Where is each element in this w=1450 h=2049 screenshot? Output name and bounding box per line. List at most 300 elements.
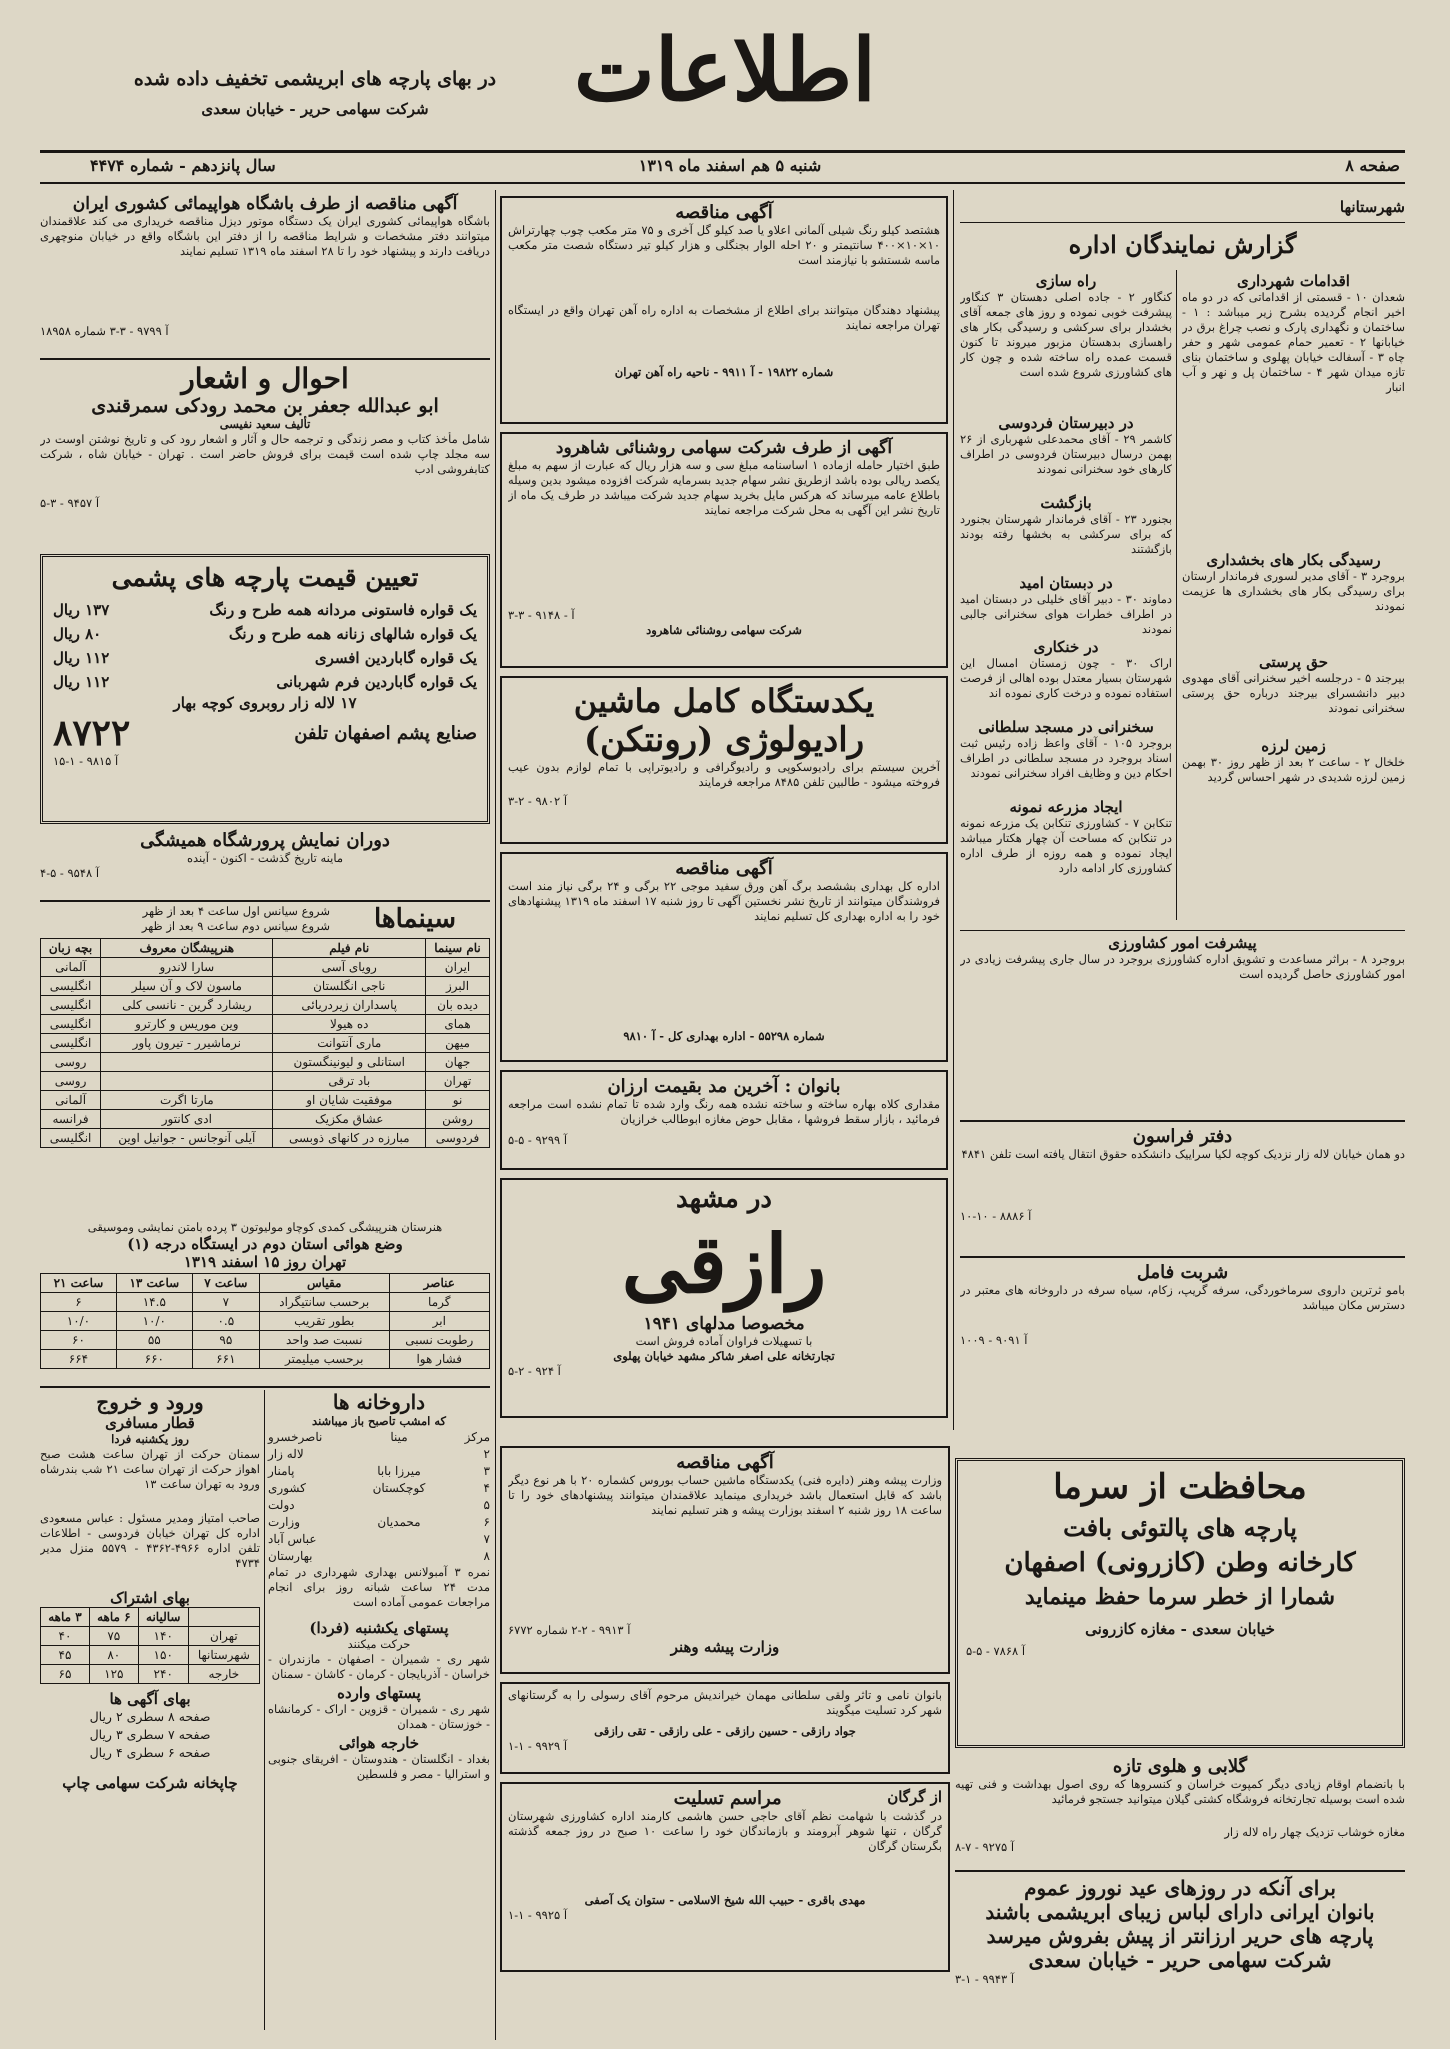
ad-title: دفتر فراسون bbox=[1132, 1126, 1233, 1147]
ad-code: آ ۹۵۴۸ - ۵-۴ bbox=[40, 866, 100, 880]
ad-title: بانوان : آخرین مد بقیمت ارزان bbox=[607, 1076, 841, 1097]
ad-fresh-fruit bbox=[955, 1756, 1405, 1866]
pharmacy-district: مرکز bbox=[464, 1430, 490, 1444]
sub-heading: پیشرفت امور کشاورزی bbox=[1108, 934, 1257, 952]
pharmacy-row bbox=[268, 1497, 490, 1514]
cinema-note: شروع سیانس اول ساعت ۴ بعد از ظهر bbox=[142, 904, 330, 918]
ad-tender-health bbox=[500, 852, 948, 1062]
table-cell: ناجی انگلستان bbox=[273, 977, 426, 996]
ad-code: شماره ۱۹۸۲۲ - آ ۹۹۱۱ - ناحیه راه آهن تهران bbox=[614, 365, 834, 379]
pharmacy-name: مینا bbox=[390, 1430, 408, 1444]
pharmacy-street: وزارت bbox=[268, 1515, 301, 1529]
pharmacy-subtitle: که امشب تاصبح باز میباشند bbox=[312, 1414, 446, 1428]
table-cell: فشار هوا bbox=[389, 1350, 489, 1369]
table-row bbox=[41, 1627, 260, 1646]
weather-subtitle: تهران روز ۱۵ اسفند ۱۳۱۹ bbox=[183, 1253, 347, 1271]
condolence-location: از گرگان bbox=[887, 1788, 942, 1806]
condolence-title: مراسم تسلیت bbox=[673, 1788, 782, 1809]
ad-radiology bbox=[500, 676, 948, 844]
ad-title: آگهی مناقصه bbox=[676, 1452, 774, 1473]
weather-table bbox=[40, 1273, 490, 1369]
table-cell: تهران bbox=[426, 1072, 490, 1091]
ad-address: ۱۷ لاله زار روبروی کوچه بهار bbox=[173, 694, 357, 712]
table-cell: ماسون لاک و آن سیلر bbox=[101, 977, 273, 996]
ad-title: آگهی مناقصه bbox=[675, 858, 773, 879]
ad-title: تعیین قیمت پارچه های پشمی bbox=[111, 563, 419, 592]
table-row bbox=[41, 1091, 490, 1110]
book-author: تألیف سعید نفیسی bbox=[219, 417, 311, 431]
pharmacy-district: ۵ bbox=[483, 1498, 490, 1512]
report-text: بروجرد ۱۰۵ - آقای واعظ زاده رئیس ثبت اسناد بروجرد در مسجد سلطانی در اطراف احکام دین و وظایف افراد سخنرانی نمودند bbox=[960, 736, 1172, 780]
table-cell: مارتا اگرت bbox=[101, 1091, 273, 1110]
table-row bbox=[41, 1053, 490, 1072]
subscription-table bbox=[40, 1607, 260, 1684]
report-text: بروجرد ۸ - براثر مساعدت و تشویق اداره کشاورزی بروجرد در سال جاری پیشرفت زیادی در امور کشاورزی حاصل گردیده است bbox=[960, 952, 1405, 981]
travel-section bbox=[40, 1390, 260, 2030]
price-row bbox=[53, 646, 477, 670]
pharmacy-section bbox=[268, 1390, 490, 2030]
ad-text: آخرین سیستم برای رادیوسکوپی و رادیوگرافی و رادیوتراپی با تمام لوازم بدون عیب فروخته میشود - طالبین تلفن ۸۴۸۵ مراجعه فرمایند bbox=[508, 760, 940, 789]
ad-text: با بانضمام اوقام زیادی دیگر کمپوت خراسان و کنسروها که روی اصول بهداشت و فنی تهیه شده است بوسیله تجارتخانه فروشگاه کشتی گیلان میتوانید جستجو فرمائید bbox=[955, 1777, 1405, 1806]
pharmacy-row bbox=[268, 1531, 490, 1548]
ad-text: باشگاه هواپیمائی کشوری ایران یک دستگاه موتور دیزل مناقصه خریداری می کند علاقمندان میتوانند دفتر مشخصات و شرایط مناقصه را از دفتر این باشگاه واقع در خیابان منوچهری دریافت دارند و پیشنهاد خود را تا ۲۸ اسفند ماه ۱۳۱۹ تسلیم نمایند bbox=[40, 214, 490, 258]
table-cell: رویای آسی bbox=[273, 958, 426, 977]
ad-code: آ ۸۸۸۶ - ۱۰-۱۰ bbox=[960, 1209, 1032, 1223]
ad-line: شرکت سهامی حریر - خیابان سعدی bbox=[1028, 1948, 1332, 1972]
table-header: نام سینما bbox=[426, 939, 490, 958]
report-text: بروجرد ۳ - آقای مدیر لسوری فرماندار ارستان برای رسیدگی بکار های بخشداری ها عزیمت نمودند bbox=[1182, 569, 1405, 613]
table-header: بچه زبان bbox=[41, 939, 101, 958]
price-value: ۱۱۲ ریال bbox=[53, 649, 110, 667]
report-headline: گزارش نمایندگان اداره bbox=[1068, 230, 1297, 259]
pharmacy-district: ۲ bbox=[483, 1447, 490, 1461]
pharmacy-name bbox=[359, 1548, 439, 1565]
ad-silk-nowruz bbox=[955, 1876, 1405, 2026]
report-col-b bbox=[960, 272, 1172, 922]
ad-line: شمارا از خطر سرما حفظ مینماید bbox=[1024, 1584, 1336, 1610]
bottom-right bbox=[955, 1440, 1405, 2040]
table-cell: ۱۲۵ bbox=[89, 1665, 138, 1684]
right-column bbox=[960, 190, 1405, 1430]
table-header: ۶ ماهه bbox=[89, 1608, 138, 1627]
table-row bbox=[41, 958, 490, 977]
left-column bbox=[40, 190, 490, 2040]
ad-orphanage-show bbox=[40, 830, 490, 896]
price-value: ۱۳۷ ریال bbox=[53, 601, 110, 619]
sub-heading: در خنکاری bbox=[1033, 638, 1099, 656]
table-row bbox=[41, 1350, 490, 1369]
ad-title: گلابی و هلوی تازه bbox=[1112, 1756, 1248, 1777]
pharmacy-district: ۶ bbox=[483, 1515, 490, 1529]
pharmacy-street: پامنار bbox=[268, 1464, 295, 1478]
table-cell: ریشارد گرین - نانسی کلی bbox=[101, 996, 273, 1015]
pharmacy-name bbox=[359, 1446, 439, 1463]
masthead-top-ad-line2: شرکت سهامی حریر - خیابان سعدی bbox=[201, 100, 429, 118]
ad-code: آ ۹۹۱۳ - ۲-۲ شماره ۶۷۷۲ bbox=[508, 1623, 631, 1637]
sub-heading: اقدامات شهرداری bbox=[1237, 272, 1350, 290]
table-cell: برحسب سانتیگراد bbox=[259, 1293, 389, 1312]
ad-code: آ ۹۲۹۹ - ۵-۵ bbox=[508, 1133, 568, 1147]
table-header: نام فیلم bbox=[273, 939, 426, 958]
table-cell: انگلیسی bbox=[41, 977, 101, 996]
table-cell: ۵۵ bbox=[116, 1331, 192, 1350]
foreign-text: بغداد - انگلستان - هندوستان - افریقای جنوبی و استرالیا - مصر و فلسطین bbox=[268, 1752, 490, 1781]
report-text: اراک ۳۰ - چون زمستان امسال این شهرستان بسیار معتدل بوده اهالی از فرصت استفاده نموده و درخت کاری نموده اند bbox=[960, 656, 1172, 700]
ad-code: آ ۹۸۱۵ - ۱-۱۵ bbox=[53, 754, 119, 768]
ad-cold-protection bbox=[955, 1458, 1405, 1748]
pharmacy-name: محمدیان bbox=[377, 1515, 421, 1529]
ad-line: کارخانه وطن (کازرونی) اصفهان bbox=[1004, 1548, 1356, 1578]
table-cell: ۰.۵ bbox=[192, 1312, 259, 1331]
inner-rule bbox=[1176, 270, 1177, 920]
section-label: شهرستانها bbox=[1339, 198, 1405, 216]
table-cell: البرز bbox=[426, 977, 490, 996]
rule bbox=[40, 900, 490, 902]
ad-text: در گذشت با شهامت نظم آقای حاجی حسن هاشمی کارمند اداره کشاورزی شهرستان گرگان ، تنها شوهر آبرومند و بازماندگان خود را ساعت ۱۰ صبح در روز جمعه گذشته بگرستان گرگان bbox=[508, 1809, 942, 1853]
travel-text: سمنان حرکت از تهران ساعت هشت صبح اهواز حرکت از تهران ساعت ۲۱ شب بندرشاه ورود به تهران ساعت ۱۳ bbox=[40, 1447, 260, 1491]
issue-date: شنبه ۵ هم اسفند ماه ۱۳۱۹ bbox=[638, 156, 822, 175]
table-cell: نو bbox=[426, 1091, 490, 1110]
pharmacy-list bbox=[268, 1429, 490, 1565]
post-title: پستهای یکشنبه (فردا) bbox=[309, 1619, 449, 1637]
table-row bbox=[41, 1110, 490, 1129]
book-subtitle: ابو عبدالله جعفر بن محمد رودکی سمرقندی bbox=[91, 395, 439, 417]
issue-number: سال پانزدهم - شماره ۴۴۷۴ bbox=[90, 156, 276, 175]
table-row bbox=[41, 1072, 490, 1091]
pharmacy-street: دولت bbox=[268, 1498, 295, 1512]
ad-address: مغازه خوشاب تزدیک چهار راه لاله زار bbox=[1224, 1825, 1405, 1839]
ad-code: شماره ۵۵۲۹۸ - اداره بهداری کل - آ ۹۸۱۰ bbox=[623, 1029, 825, 1043]
table-cell: ۶۶۰ bbox=[116, 1350, 192, 1369]
table-cell: ابر bbox=[389, 1312, 489, 1331]
table-cell: شهرستانها bbox=[188, 1646, 259, 1665]
sub-heading: رسیدگی بکار های بخشداری bbox=[1206, 551, 1381, 569]
pharmacy-note: نمره ۳ آمبولانس بهداری شهرداری در تمام مدت ۲۴ ساعت شبانه روز برای انجام مراجعات عمومی آماده است bbox=[268, 1565, 490, 1609]
sub-heading: حق پرستی bbox=[1258, 653, 1329, 671]
price-value: ۸۰ ریال bbox=[53, 625, 102, 643]
pharmacy-name bbox=[359, 1531, 439, 1548]
ad-code: آ ۷۸۶۸ - ۵-۵ bbox=[966, 1644, 1026, 1658]
price-item: یک قواره شالهای زنانه همه طرح و رنگ bbox=[228, 625, 477, 643]
pharmacy-row bbox=[268, 1480, 490, 1497]
price-row bbox=[53, 598, 477, 622]
table-cell: ۷ bbox=[192, 1293, 259, 1312]
table-cell: آلمانی bbox=[41, 1091, 101, 1110]
post-text: شهر ری - شمیران - اصفهان - مازندران - خراسان - آذربایجان - کرمان - کاشان - سمنان bbox=[268, 1652, 490, 1681]
price-item: یک قواره گاباردین افسری bbox=[314, 649, 477, 667]
ad-text: پیشنهاد دهندگان میتوانند برای اطلاع از مشخصات به اداره راه آهن تهران واقع در ایستگاه تهران مراجعه نمایند bbox=[508, 303, 940, 332]
report-col-a bbox=[1182, 272, 1405, 922]
column-rule-1 bbox=[953, 190, 954, 1430]
pharmacy-district: ۳ bbox=[483, 1464, 490, 1478]
table-cell: روشن bbox=[426, 1110, 490, 1129]
masthead-rule-top bbox=[40, 150, 1405, 153]
table-cell: سارا لاندرو bbox=[101, 958, 273, 977]
ad-small-title: در مشهد bbox=[676, 1184, 772, 1214]
table-cell: فرانسه bbox=[41, 1110, 101, 1129]
pharmacy-street: ناصرخسرو bbox=[268, 1430, 323, 1444]
table-cell: فردوسی bbox=[426, 1129, 490, 1148]
ad-razeghi bbox=[500, 1178, 948, 1418]
table-cell: ۶ bbox=[41, 1293, 117, 1312]
table-cell: ۶۵ bbox=[41, 1665, 90, 1684]
table-cell: انگلیسی bbox=[41, 1015, 101, 1034]
rule bbox=[40, 358, 490, 360]
ad-headline: یکدستگاه کامل ماشین bbox=[573, 682, 875, 720]
table-cell: ۷۵ bbox=[89, 1627, 138, 1646]
table-cell: رطوبت نسبی bbox=[389, 1331, 489, 1350]
table-cell: ۴۵ bbox=[41, 1646, 90, 1665]
sub-heading: سخنرانی در مسجد سلطانی bbox=[978, 718, 1154, 736]
ad-line: پارچه های پالتوئی بافت bbox=[1063, 1513, 1297, 1542]
table-header: سالیانه bbox=[138, 1608, 188, 1627]
table-cell: ۱۵۰ bbox=[138, 1646, 188, 1665]
ad-sharbat bbox=[960, 1262, 1405, 1382]
table-cell: روسی bbox=[41, 1072, 101, 1091]
table-cell: ۱۴۰ bbox=[138, 1627, 188, 1646]
sub-heading: راه سازی bbox=[1035, 272, 1097, 290]
sub-heading: زمین لرزه bbox=[1261, 737, 1326, 755]
table-cell: ۱۴.۵ bbox=[116, 1293, 192, 1312]
masthead-title: اطلاعات bbox=[573, 20, 877, 121]
table-cell: استانلی و لیونینگستون bbox=[273, 1053, 426, 1072]
table-row bbox=[41, 1312, 490, 1331]
music-note: هنرستان هنرپیشگی کمدی کوچاو مولیوتون ۳ پرده بامتن نمایشی وموسیقی bbox=[87, 1220, 443, 1234]
cinema-title: سینماها bbox=[373, 904, 457, 934]
rule bbox=[960, 1256, 1405, 1258]
table-row bbox=[41, 1331, 490, 1350]
table-cell: باد ترقی bbox=[273, 1072, 426, 1091]
table-cell: انگلیسی bbox=[41, 1129, 101, 1148]
table-cell: آیلی آنوجانس - جوانیل اوین bbox=[101, 1129, 273, 1148]
table-cell: آلمانی bbox=[41, 958, 101, 977]
ad-line: بانوان ایرانی دارای لباس زیبای ابریشمی باشند bbox=[985, 1900, 1375, 1924]
ad-sub: مخصوصا مدلهای ۱۹۴۱ bbox=[643, 1314, 805, 1334]
ad-sub: تجارتخانه علی اصغر شاکر مشهد خیابان پهلوی bbox=[613, 1349, 835, 1363]
ad-code: آ ۹۷۹۹ - ۳-۳ شماره ۱۸۹۵۸ bbox=[40, 324, 169, 338]
inner-rule bbox=[264, 1390, 265, 2030]
report-text: شعدان ۱۰ - قسمتی از اقداماتی که در دو ماه اخیر انجام گردیده بشرح زیر میباشد : ۱ - ساختمان و نگهداری پارک و نصب چراغ برق در خیابانها ۲ - تعمیر حمام عمومی شهر و حفر چاه ۳ - آسفالت خیابان پهلوی و ساختمان بنای تازه میدان شهر ۴ - ساختمان پل و نهر و آب انبار bbox=[1182, 290, 1405, 394]
table-cell: ۴۰ bbox=[41, 1627, 90, 1646]
table-cell: ۶۰ bbox=[41, 1331, 117, 1350]
print-note: چاپخانه شرکت سهامی چاپ bbox=[62, 1774, 238, 1792]
ad-text: هشتصد کیلو رنگ شیلی آلمانی اعلاو یا صد کیلو گل آخری و ۷۵ متر مکعب چوب چهارتراش ۱۰×۱۰×۴۰۰ سانتیمتر و ۲۰ احله الوار بجنگلی و هزار کیلو تیر دستگاه شصت متر مکعب ماسه شستشو با نیازمند است bbox=[508, 223, 940, 267]
rule bbox=[40, 1386, 490, 1388]
travel-subtitle: قطار مسافری bbox=[105, 1414, 195, 1432]
report-text: دماوند ۳۰ - دبیر آقای خلیلی در دبستان امید در اطراف خطرات هوای سخنرانی جالبی نمودند bbox=[960, 592, 1172, 636]
report-text: کنگاور ۲ - جاده اصلی دهستان ۳ کنگاور پیشرفت خوبی نموده و روز های جمعه آقای بخشدار برای سرکشی و رسیدگی بکار های راهسازی بدهستان مزبور میروند تا کنون قسمت عمده راه ساخته شده و چون کار های کشاورزی شروع شده است bbox=[960, 290, 1172, 379]
table-header: ساعت ۲۱ bbox=[41, 1274, 117, 1293]
pharmacy-district: ۷ bbox=[483, 1532, 490, 1546]
ad-text: اداره کل بهداری بششصد برگ آهن ورق سفید موجی ۲۲ برگی و ۲۴ برگی نیاز مند است فروشندگان میتوانند از تاریخ نشر نخستین آگهی تا روز شنبه ۱۷ اسفند ماه ۱۳۱۹ پیشنهادهای خود را به اداره بهداری کل تسلیم نمایند bbox=[508, 879, 940, 923]
masthead-rule-bottom bbox=[40, 182, 1405, 184]
sub-heading: در دبستان امید bbox=[1019, 574, 1113, 592]
table-cell: عشاق مکزیک bbox=[273, 1110, 426, 1129]
table-row bbox=[41, 996, 490, 1015]
ad-code: آ ۹۲۷۵ - ۷-۸ bbox=[955, 1840, 1015, 1854]
ad-headline: رادیولوژی (رونتکن) bbox=[583, 720, 865, 760]
book-text: شامل مأخذ کتاب و مصر زندگی و ترجمه حال و آثار و اشعار رود کی و تاریخ نوشتن اوست در سه مجلد چاپ شده است قیمت برای فروش حاضر است . تهران - خیابان شاه ، شرکت کتابفروشی ادب bbox=[40, 432, 490, 476]
subscription-body bbox=[41, 1627, 260, 1684]
table-cell: گرما bbox=[389, 1293, 489, 1312]
ad-title: آگهی از طرف شرکت سهامی روشنائی شاهرود bbox=[555, 438, 893, 458]
pharmacy-name bbox=[359, 1497, 439, 1514]
pharmacy-district: ۸ bbox=[483, 1549, 490, 1563]
subscription-title: بهای اشتراک bbox=[110, 1589, 190, 1607]
ad-logo-text: رازقی bbox=[621, 1217, 827, 1311]
table-cell: ۹۵ bbox=[192, 1331, 259, 1350]
ad-tender-industry bbox=[500, 1446, 950, 1674]
table-cell: موفقیت شایان او bbox=[273, 1091, 426, 1110]
publisher-text: صاحب امتیاز ومدیر مسئول : عباس مسعودی اداره کل تهران خیابان فردوسی - اطلاعات تلفن اداره ۴۹۶۶-۴۳۶۲ - ۵۵۷۹ منزل مدیر ۴۷۳۴ bbox=[40, 1511, 260, 1570]
table-cell: ۲۴۰ bbox=[138, 1665, 188, 1684]
agri-block bbox=[960, 934, 1405, 1114]
table-header: مقیاس bbox=[259, 1274, 389, 1293]
cinema-head bbox=[40, 904, 490, 934]
table-cell: ماری آنتوانت bbox=[273, 1034, 426, 1053]
table-cell: وین موریس و کارترو bbox=[101, 1015, 273, 1034]
price-item: یک قواره فاستونی مردانه همه طرح و رنگ bbox=[209, 601, 477, 619]
price-value: ۱۱۲ ریال bbox=[53, 673, 110, 691]
pharmacy-title: داروخانه ها bbox=[332, 1390, 426, 1414]
cinema-section bbox=[40, 904, 490, 1214]
table-row bbox=[41, 1034, 490, 1053]
pharmacy-street: بهارستان bbox=[268, 1549, 313, 1563]
ad-line: برای آنکه در روزهای عید نوروز عموم bbox=[1024, 1876, 1336, 1900]
table-cell: ۶۶۴ bbox=[41, 1350, 117, 1369]
table-cell: ۱۰/۰ bbox=[116, 1312, 192, 1331]
table-row bbox=[41, 1015, 490, 1034]
subscription-header-row bbox=[41, 1608, 260, 1627]
pharmacy-name: میرزا بابا bbox=[377, 1464, 421, 1478]
pharmacy-row bbox=[268, 1463, 490, 1480]
table-header: ساعت ۷ bbox=[192, 1274, 259, 1293]
ad-code: آ ۹۸۰۲ - ۲-۳ bbox=[508, 794, 568, 808]
ad-text: بانوان نامی و تاثر ولقی سلطانی مهمان خیراندیش مرحوم آقای رسولی را به گرستانهای شهر کرد تسلیت میگویند bbox=[508, 1688, 942, 1717]
travel-title: ورود و خروج bbox=[96, 1390, 204, 1414]
post-subtitle: حرکت میکنند bbox=[347, 1637, 411, 1651]
ad-code: آ ۹۹۲۵ - ۱-۱ bbox=[508, 1908, 568, 1922]
table-cell: ده هیولا bbox=[273, 1015, 426, 1034]
rule bbox=[960, 930, 1405, 931]
pharmacy-row bbox=[268, 1548, 490, 1565]
condolence-head bbox=[508, 1788, 942, 1809]
ad-text: دو همان خیابان لاله زار نزدیک کوچه لکیا سراییک دانشکده حقوق انتقال یافته است تلفن ۴۸۴۱ bbox=[961, 1147, 1405, 1161]
report-text: خلخال ۲ - ساعت ۲ بعد از ظهر روز ۳۰ بهمن زمین لرزه شدیدی در شهر احساس گردید bbox=[1182, 755, 1405, 784]
ad-sign: جواد رازقی - حسین رازقی - علی رازقی - تقی رازقی bbox=[594, 1724, 856, 1738]
table-cell: نرماشیرر - تیرون پاور bbox=[101, 1034, 273, 1053]
ad-tender-railway bbox=[500, 196, 948, 424]
ad-sign: مهدی باقری - حبیب الله شیخ الاسلامی - ستوان یک آصفی bbox=[584, 1893, 866, 1907]
table-header bbox=[188, 1608, 259, 1627]
ad-sign: شرکت سهامی روشنائی شاهرود bbox=[646, 623, 802, 637]
price-row bbox=[53, 670, 477, 694]
ad-price-title: بهای آگهی ها bbox=[109, 1690, 191, 1708]
pharmacy-district: ۴ bbox=[483, 1481, 490, 1495]
table-cell: مبارزه در کانهای ذوبسی bbox=[273, 1129, 426, 1148]
ad-title: آگهی مناقصه از طرف باشگاه هواپیمائی کشوری ایران bbox=[72, 194, 458, 214]
ad-code: آ - ۹۱۴۸ - ۳-۳ bbox=[508, 608, 575, 622]
ad-title: محافظت از سرما bbox=[1053, 1467, 1307, 1507]
weather-header-row bbox=[41, 1274, 490, 1293]
section-rule bbox=[960, 222, 1405, 223]
ad-price-row: صفحه ۶ سطری ۴ ریال bbox=[89, 1745, 211, 1760]
foreign-title: خارجه هوائی bbox=[338, 1734, 420, 1752]
table-cell: تهران bbox=[188, 1627, 259, 1646]
table-cell: انگلیسی bbox=[41, 996, 101, 1015]
table-header: هنرپیشگان معروف bbox=[101, 939, 273, 958]
post-text: شهر ری - شمیران - قزوین - اراک - کرمانشاه - خوزستان - همدان bbox=[268, 1702, 490, 1731]
ad-code: آ ۹۰۹۱ - ۱۰۰۹ bbox=[960, 1333, 1028, 1347]
cinema-body bbox=[41, 958, 490, 1148]
middle-column bbox=[500, 190, 948, 1440]
ad-price-list bbox=[40, 1708, 260, 1762]
table-cell: دیده بان bbox=[426, 996, 490, 1015]
weather-title: وضع هوائی استان دوم در ایستگاه درجه (۱) bbox=[127, 1235, 403, 1253]
cinema-header-row bbox=[41, 939, 490, 958]
ad-dafter-farason bbox=[960, 1126, 1405, 1251]
cinema-note: شروع سیانس دوم ساعت ۹ بعد از ظهر bbox=[141, 919, 330, 933]
table-cell: بطور تقریب bbox=[259, 1312, 389, 1331]
table-row bbox=[41, 977, 490, 996]
table-cell: پاسداران زیردریائی bbox=[273, 996, 426, 1015]
ad-text: بامو ثرترین داروی سرماخوردگی، سرفه گریپ، زکام، سیاه سرفه در داروخانه های معتبر در دسترس مکان میباشد bbox=[960, 1283, 1405, 1312]
table-row bbox=[41, 1293, 490, 1312]
company-name: صنایع پشم اصفهان تلفن bbox=[294, 722, 477, 744]
ad-aviation-tender bbox=[40, 194, 490, 354]
ad-code: آ ۹۴۵۷ - ۳-۵ bbox=[40, 496, 100, 510]
ad-price-row: صفحه ۷ سطری ۳ ریال bbox=[89, 1727, 211, 1742]
pharmacy-street: عباس آباد bbox=[268, 1532, 317, 1546]
table-cell: ایران bbox=[426, 958, 490, 977]
travel-subtitle2: روز یکشنبه فردا bbox=[111, 1432, 189, 1446]
ad-address: خیابان سعدی - مغازه کازرونی bbox=[1085, 1620, 1275, 1638]
ad-price-row: صفحه ۸ سطری ۲ ریال bbox=[89, 1709, 211, 1724]
table-cell bbox=[101, 1053, 273, 1072]
ad-shahrud-power bbox=[500, 432, 948, 668]
table-cell: همای bbox=[426, 1015, 490, 1034]
ad-text: ماینه تاریخ گذشت - اکنون - آینده bbox=[187, 851, 343, 865]
ad-title: دوران نمایش پرورشگاه همیشگی bbox=[140, 830, 390, 851]
cinema-notes bbox=[40, 904, 330, 934]
ad-text: وزارت پیشه وهنر (دایره فنی) یکدستگاه ماشین حساب بوروس کشماره ۲۰ با هر نوع دیگر باشد که قابل استعمال باشد خریداری مینماید علاقمندان میتوانند پیشنهادهای خود را تا ساعت ۱۸ روز شنبه ۲ اسفند بوزارت پیشه و هنر تسلیم نمایند bbox=[508, 1473, 942, 1517]
weather-section bbox=[40, 1220, 490, 1380]
pharmacy-row bbox=[268, 1446, 490, 1463]
report-text: بجنورد ۲۳ - آقای فرماندار شهرستان بجنورد که برای سرکشی به بخشها رفته بودند بازگشتند bbox=[960, 512, 1172, 556]
pharmacy-street: کشوری bbox=[268, 1481, 306, 1495]
weather-body bbox=[41, 1293, 490, 1369]
ad-sign: وزارت پیشه وهنر bbox=[670, 1638, 780, 1656]
ad-thanks-razeghi bbox=[500, 1682, 950, 1774]
ad-title: شربت فامل bbox=[1136, 1262, 1229, 1283]
pharmacy-row bbox=[268, 1429, 490, 1446]
report-text: تنکابن ۷ - کشاورزی تنکابن یک مزرعه نمونه در تنکابن که مساحت آن چهار هکتار میباشد ایجاد نموده و همه روزه از طرف اداره کشاورزی کار ادامه دارد bbox=[960, 816, 1172, 875]
sub-heading: بازگشت bbox=[1040, 494, 1092, 512]
table-cell: نسبت صد واحد bbox=[259, 1331, 389, 1350]
table-cell bbox=[101, 1072, 273, 1091]
rule bbox=[955, 1870, 1405, 1872]
table-cell: ادی کانتور bbox=[101, 1110, 273, 1129]
phone-number: ۸۷۲۲ bbox=[53, 712, 131, 754]
post-title: پستهای وارده bbox=[337, 1684, 421, 1702]
ad-text: طبق اختیار حامله ازماده ۱ اساسنامه مبلغ سی و سه هزار ریال که عبارت از سهم به مبلغ یکصد ریالی بوده باشد ازطریق نشر سهام جدید بسرمایه شرکت افزوده میشود بدین وسیله باطلاع عامه میرساند که هرکس مایل بخرید سهام جدید شرکت میباشد در طرف یک ماه از تاریخ نشر این آگهی به محل شرکت مراجعه نمایند bbox=[508, 458, 940, 517]
table-cell: ۱۰/۰ bbox=[41, 1312, 117, 1331]
table-cell: ۸۰ bbox=[89, 1646, 138, 1665]
rule bbox=[960, 1120, 1405, 1122]
cinema-table bbox=[40, 938, 490, 1148]
ad-code: آ ۹۹۴۳ - ۱-۳ bbox=[955, 1972, 1015, 1986]
report-text: کاشمر ۲۹ - آقای محمدعلی شهرباری از ۲۶ بهمن درسال دبیرستان فردوسی در اطراف کارهای خود سخنرانی نمودند bbox=[960, 432, 1172, 476]
